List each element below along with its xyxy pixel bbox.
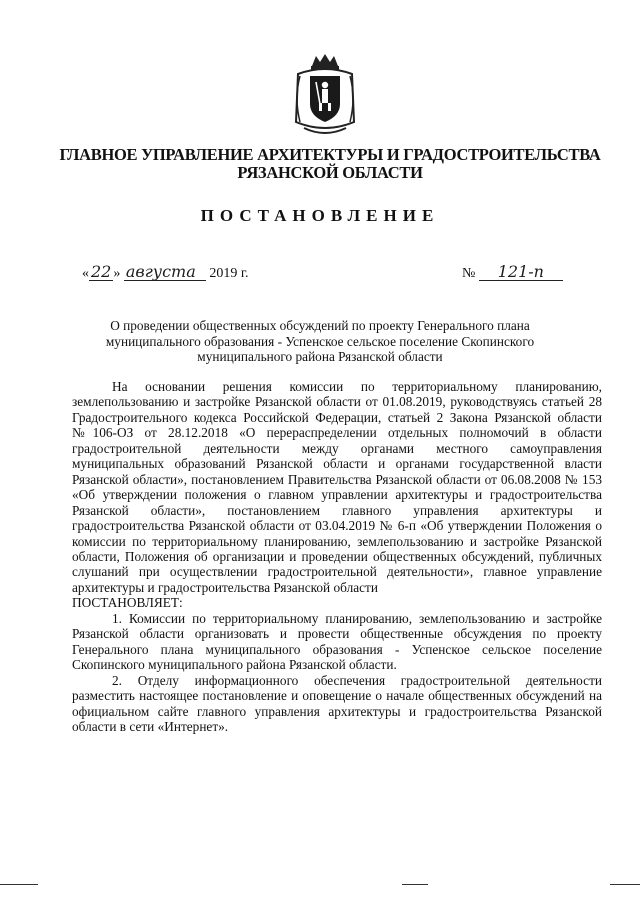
number-prefix: № — [462, 266, 476, 281]
coat-of-arms-icon — [290, 52, 360, 140]
document-type-title: ПОСТАНОВЛЕНИЕ — [200, 206, 440, 225]
agency-name — [40, 146, 620, 182]
subject-line-2: муниципального образования - Успенское сельское поселение Скопинского — [105, 333, 535, 349]
agency-line-1: ГЛАВНОЕ УПРАВЛЕНИЕ АРХИТЕКТУРЫ И ГРАДОСТРОИТЕЛЬСТВА — [59, 145, 601, 164]
page-corner-mark-center — [402, 884, 428, 893]
page-corner-mark-left — [0, 884, 38, 893]
item-1-paragraph: 1. Комиссии по территориальному планированию, землепользованию и застройке Рязанской области организовать и провести общественные обсуждения по проекту Генерального плана муниципального образования - Успенское сельское поселение Скопинского муниципального района Рязанской области. — [72, 610, 602, 673]
item-2-paragraph: 2. Отделу информационного обеспечения градостроительной деятельности разместить настоящее постановление и оповещение о начале общественных обсуждений на официальном сайте главного управления архитектуры и градостроительства Рязанской области в сети «Интернет». — [72, 672, 602, 734]
date-close-quote: » — [113, 266, 121, 281]
document-number — [462, 264, 563, 282]
date-month: августа — [124, 264, 206, 281]
preamble-paragraph: На основании решения комиссии по территориальному планированию, землепользованию и застройке Рязанской области от 01.08.2019, руководствуясь статьей 28 Градостроительного кодекса Российской Федерации, статьей 2 Закона Рязанской области №106-ОЗ от 28.12.2018 «О перераспределении отдельных полномочий в области градостроительной деятельности между органами местного самоуправления муниципальных образований Рязанской области и органами государственной власти Рязанской области», постановлением Правительства Рязанской области от 06.08.2008 № 153 «Об утверждении положения о главном управлении архитектуры и градостроительства Рязанской области», постановлением главного управления архитектуры и градостроительства Рязанской области от 03.04.2019 № 6-п «Об утверждении Положения о комиссии по территориальному планированию, землепользованию и застройке Рязанской области, Положения об организации и проведении общественных обсуждений, публичных слушаний при осуществлении градостроительной деятельности», главное управление архитектуры и градостроительства Рязанской области — [72, 379, 602, 595]
number-value: 121-п — [479, 264, 563, 281]
date-year: 2019 г. — [209, 266, 249, 281]
decree-word: ПОСТАНОВЛЯЕТ: — [72, 595, 183, 611]
document-body — [72, 379, 602, 734]
date-day: 22 — [91, 262, 112, 281]
document-date — [82, 264, 249, 282]
subject-line-3: муниципального района Рязанской области — [197, 349, 443, 365]
agency-line-2: РЯЗАНСКОЙ ОБЛАСТИ — [237, 163, 423, 182]
subject-line-1: О проведении общественных обсуждений по проекту Генерального плана — [110, 318, 530, 333]
document-subject — [70, 318, 570, 365]
page-corner-mark-right — [610, 884, 640, 893]
date-open-quote: « — [82, 266, 89, 281]
